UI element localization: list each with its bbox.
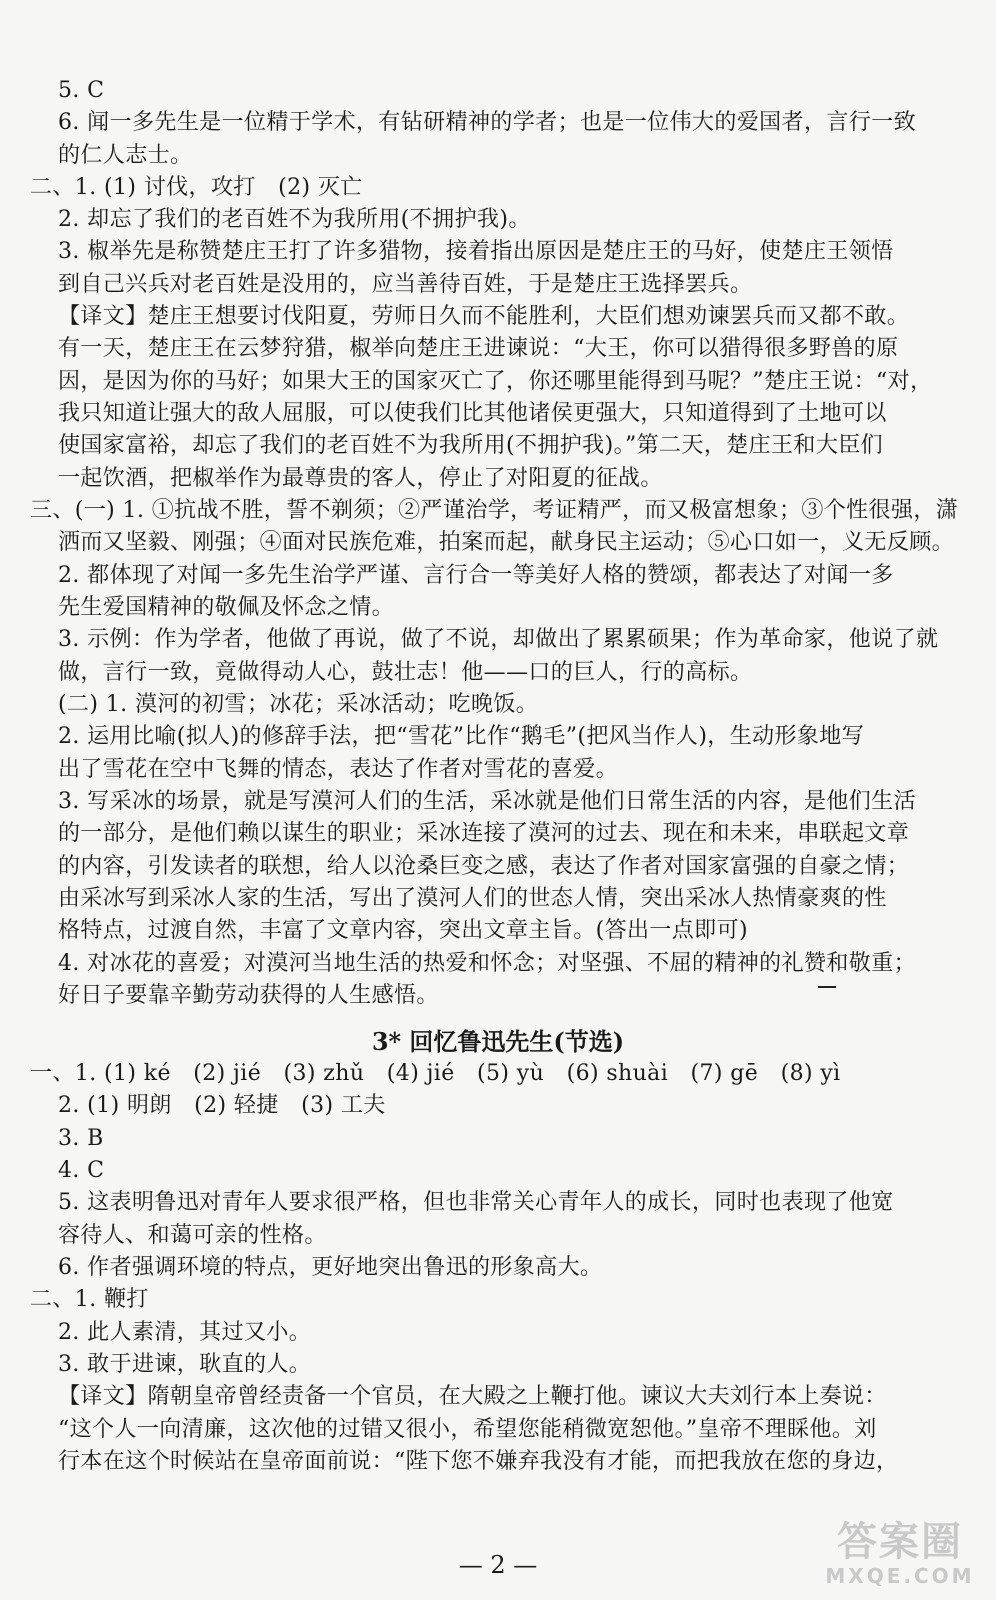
text-line: 二、1. (1) 讨伐，攻打 (2) 灭亡 — [30, 175, 363, 200]
section-title: 3* 回忆鲁迅先生(节选) — [371, 1027, 625, 1056]
text-line: 【译文】隋朝皇帝曾经责备一个官员，在大殿之上鞭打他。谏议大夫刘行本上奏说： — [58, 1384, 887, 1409]
text-line: 3. 写采冰的场景，就是写漠河人们的生活，采冰就是他们日常生活的内容，是他们生活 — [58, 789, 916, 814]
text-line: 【译文】楚庄王想要讨伐阳夏，劳师日久而不能胜利，大臣们想劝谏罢兵而又都不敢。 — [58, 304, 910, 329]
text-line: (二) 1. 漠河的初雪；冰花；采冰活动；吃晚饭。 — [58, 692, 539, 717]
divider — [818, 986, 836, 988]
text-line: 行本在这个时候站在皇帝面前说：“陛下您不嫌弃我没有才能，而把我放在您的身边， — [58, 1449, 899, 1474]
text-line: 洒而又坚毅、刚强；④面对民族危难，拍案而起，献身民主运动；⑤心口如一，义无反顾。 — [58, 530, 955, 555]
text-line: 出了雪花在空中飞舞的情态，表达了作者对雪花的喜爱。 — [58, 757, 619, 782]
text-line: 2. 运用比喻(拟人)的修辞手法，把“雪花”比作“鹅毛”(把风当作人)，生动形象地写 — [58, 724, 865, 749]
text-line: 一、1. (1) ké (2) jié (3) zhǔ (4) jié (5) yù (6) shuài (7) gē (8) yì — [30, 1061, 841, 1086]
text-line: 三、(一) 1. ①抗战不胜，誓不剃须；②严谨治学，考证精严，而又极富想象；③个性很强，潇 — [30, 498, 959, 523]
text-line: 的内容，引发读者的联想，给人以沧桑巨变之感，表达了作者对国家富强的自豪之情； — [58, 854, 910, 879]
text-line: 2. 却忘了我们的老百姓不为我所用(不拥护我)。 — [58, 207, 531, 232]
text-line: 到自己兴兵对老百姓是没用的，应当善待百姓，于是楚庄王选择罢兵。 — [58, 272, 753, 297]
text-line: 的仁人志士。 — [58, 143, 193, 168]
text-line: 2. (1) 明朗 (2) 轻捷 (3) 工夫 — [58, 1093, 386, 1118]
text-line: 2. 都体现了对闻一多先生治学严谨、言行合一等美好人格的赞颂，都表达了对闻一多 — [58, 563, 894, 588]
watermark-bottom-text: MXQE.COM — [825, 1564, 975, 1588]
text-line: 4. C — [58, 1158, 105, 1183]
text-line: 的一部分，是他们赖以谋生的职业；采冰连接了漠河的过去、现在和未来，串联起文章 — [58, 821, 910, 846]
text-line: 6. 作者强调环境的特点，更好地突出鲁迅的形象高大。 — [58, 1255, 603, 1280]
text-line: 3. 示例：作为学者，他做了再说，做了不说，却做出了累累硕果；作为革命家，他说了就 — [58, 627, 939, 652]
text-line: 使国家富裕，却忘了我们的老百姓不为我所用(不拥护我)。”第二天，楚庄王和大臣们 — [58, 433, 884, 458]
text-line: 6. 闻一多先生是一位精于学术，有钻研精神的学者；也是一位伟大的爱国者，言行一致 — [58, 110, 916, 135]
text-line: 3. 敢于进谏，耿直的人。 — [58, 1352, 312, 1377]
text-line: 4. 对冰花的喜爱；对漠河当地生活的热爱和怀念；对坚强、不屈的精神的礼赞和敬重； — [58, 951, 916, 976]
text-line: 好日子要靠辛勤劳动获得的人生感悟。 — [58, 983, 439, 1008]
text-line: 5. 这表明鲁迅对青年人要求很严格，但也非常关心青年人的成长，同时也表现了他宽 — [58, 1190, 894, 1215]
text-line: 因，是因为你的马好；如果大王的国家灭亡了，你还哪里能得到马呢？”楚庄王说：“对， — [58, 369, 933, 394]
text-line: 一起饮酒，把椒举作为最尊贵的客人，停止了对阳夏的征战。 — [58, 466, 663, 491]
text-line: 做，言行一致，竟做得动人心，鼓壮志！他——口的巨人，行的高标。 — [58, 660, 753, 685]
text-line: 格特点，过渡自然，丰富了文章内容，突出文章主旨。(答出一点即可) — [58, 918, 748, 943]
text-line: “这个人一向清廉，这次他的过错又很小，希望您能稍微宽恕他。”皇帝不理睬他。刘 — [58, 1417, 877, 1442]
text-line: 二、1. 鞭打 — [30, 1287, 149, 1312]
text-line: 容待人、和蔼可亲的性格。 — [58, 1223, 327, 1248]
text-line: 先生爱国精神的敬佩及怀念之情。 — [58, 595, 395, 620]
text-line: 我只知道让强大的敌人屈服，可以使我们比其他诸侯更强大，只知道得到了土地可以 — [58, 401, 887, 426]
text-line: 3. 椒举先是称赞楚庄王打了许多猎物，接着指出原因是楚庄王的马好，使楚庄王领悟 — [58, 239, 894, 264]
page-number: — 2 — — [458, 1551, 538, 1579]
text-line: 2. 此人素清，其过又小。 — [58, 1320, 312, 1345]
text-line: 5. C — [58, 78, 105, 103]
text-line: 3. B — [58, 1126, 104, 1151]
watermark-top-text: 答案圈 — [837, 1519, 963, 1565]
text-line: 由采冰写到采冰人家的生活，写出了漠河人们的世态人情，突出采冰人热情豪爽的性 — [58, 886, 887, 911]
text-line: 有一天，楚庄王在云梦狩猎，椒举向楚庄王进谏说：“大王，你可以猎得很多野兽的原 — [58, 336, 899, 361]
